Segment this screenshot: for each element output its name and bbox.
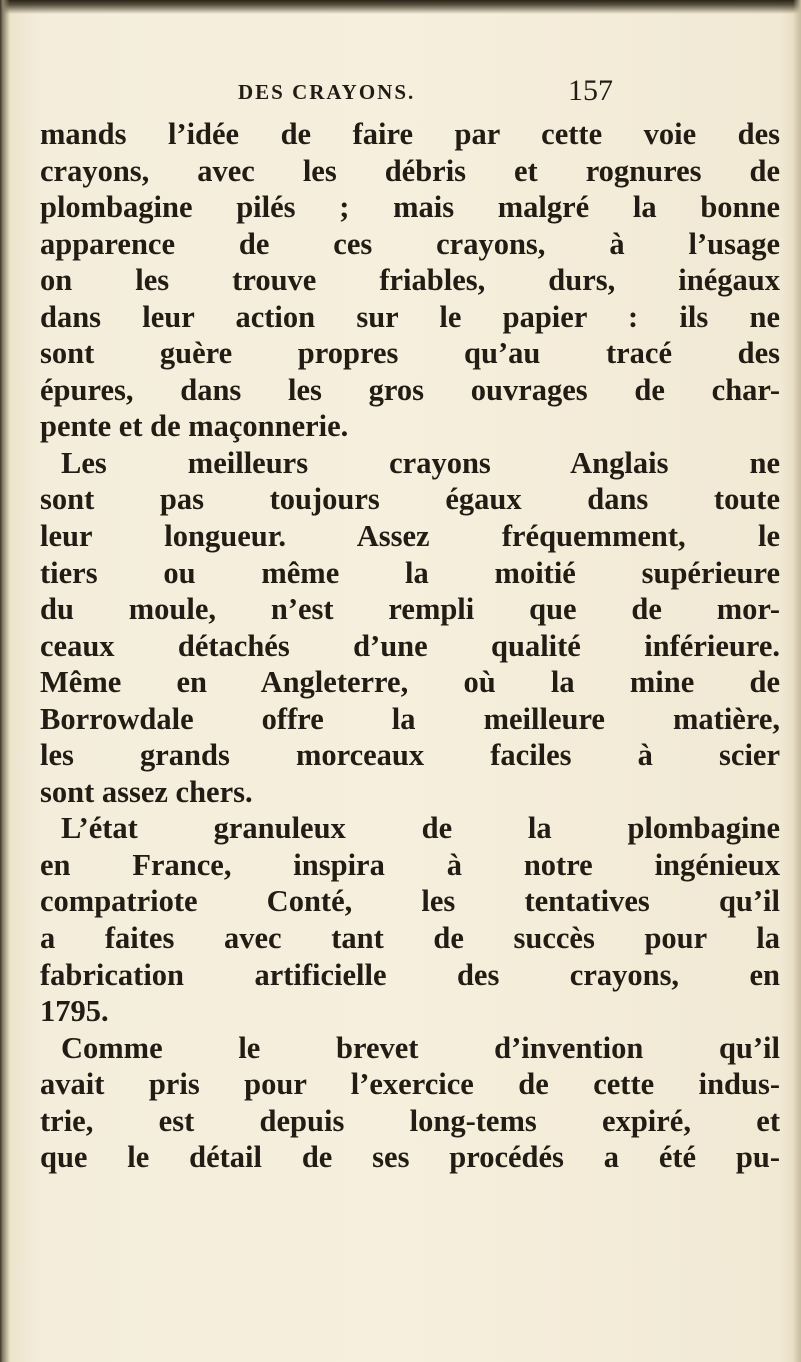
page-header	[230, 74, 660, 114]
text-line: dans leur action sur le papier : ils ne	[40, 299, 780, 334]
text-line: les grands morceaux faciles à scier	[40, 738, 780, 773]
text-line: leur longueur. Assez fréquemment, le	[40, 519, 780, 554]
text-line: fabrication artificielle des crayons, en	[40, 957, 780, 992]
page-top-shadow	[0, 0, 801, 14]
page-binding-edge	[0, 0, 10, 1362]
text-line: sont pas toujours égaux dans toute	[40, 482, 780, 517]
text-line: sont guère propres qu’au tracé des	[40, 336, 780, 371]
text-line: avait pris pour l’exercice de cette indus-	[40, 1067, 780, 1102]
text-line: Borrowdale offre la meilleure matière,	[40, 701, 780, 736]
page-number: 157	[568, 74, 613, 107]
text-line: sont assez chers.	[40, 774, 253, 809]
body-text	[40, 116, 780, 1176]
text-line: 1795.	[40, 994, 109, 1029]
text-line: mands l’idée de faire par cette voie des	[40, 117, 780, 151]
text-line: crayons, avec les débris et rognures de	[40, 153, 780, 188]
paragraph-start-line: L’état granuleux de la plombagine	[61, 811, 780, 846]
text-line: Même en Angleterre, où la mine de	[40, 665, 780, 700]
text-line: que le détail de ses procédés a été pu-	[40, 1140, 780, 1175]
text-line: on les trouve friables, durs, inégaux	[40, 263, 780, 298]
paragraph-start-line: Comme le brevet d’invention qu’il	[61, 1030, 780, 1065]
text-line: pente et de maçonnerie.	[40, 409, 349, 444]
text-line: ceaux détachés d’une qualité inférieure.	[40, 628, 780, 663]
paragraph-start-line: Les meilleurs crayons Anglais ne	[61, 445, 780, 480]
text-line: plombagine pilés ; mais malgré la bonne	[40, 190, 780, 225]
text-line: en France, inspira à notre ingénieux	[40, 847, 780, 882]
text-line: apparence de ces crayons, à l’usage	[40, 226, 780, 261]
text-line: tiers ou même la moitié supérieure	[40, 555, 780, 590]
text-line: épures, dans les gros ouvrages de char-	[40, 372, 780, 407]
text-line: du moule, n’est rempli que de mor-	[40, 592, 780, 627]
text-line: a faites avec tant de succès pour la	[40, 921, 780, 956]
running-head: DES CRAYONS.	[238, 80, 416, 104]
text-line: compatriote Conté, les tentatives qu’il	[40, 884, 780, 919]
text-line: trie, est depuis long-tems expiré, et	[40, 1103, 780, 1138]
page-right-edge	[793, 0, 801, 1362]
